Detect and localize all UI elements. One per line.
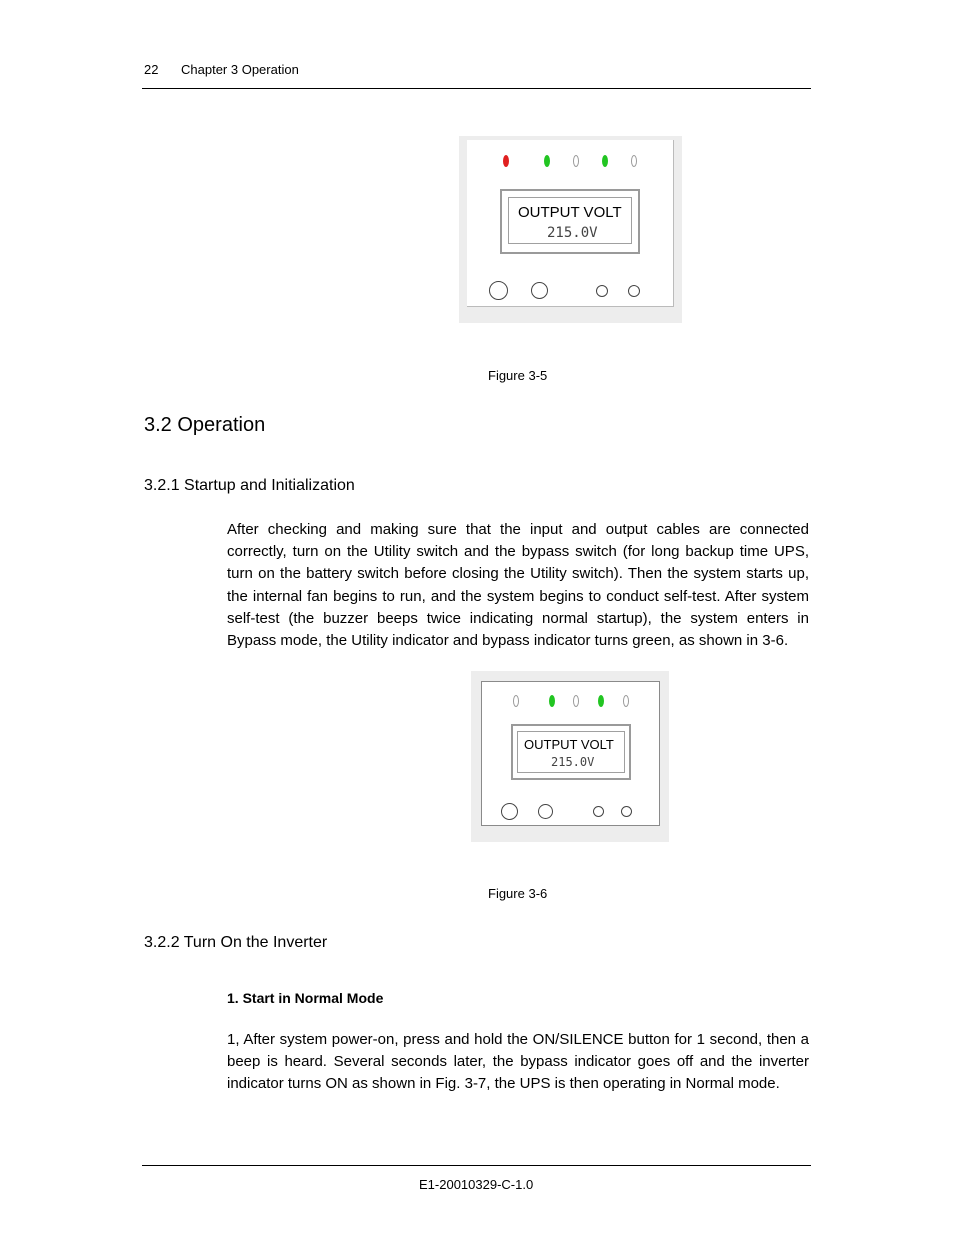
battery-indicator-led [573,155,579,167]
lcd-label: OUTPUT VOLT [524,737,614,752]
figure-3-6-caption: Figure 3-6 [488,886,548,901]
running-header-chapter: Chapter 3 Operation [181,62,299,77]
footer-rule [142,1165,811,1166]
section-3-2-title: 3.2 Operation [144,414,266,436]
battery-indicator-led [573,695,579,707]
scroll-up-button [593,806,604,817]
off-button [531,282,548,299]
scroll-up-button [596,285,608,297]
bypass-indicator-led [602,155,608,167]
lcd-value: 215.0V [551,755,595,769]
lcd-label: OUTPUT VOLT [518,204,622,221]
on-silence-button [501,803,518,820]
inverter-indicator-led [631,155,637,167]
inverter-indicator-led [623,695,629,707]
scroll-down-button [628,285,640,297]
utility-indicator-led [549,695,555,707]
footer-document-id: E1-20010329-C-1.0 [419,1177,534,1192]
page-number: 22 [144,62,159,77]
section-3-2-2-paragraph: 1, After system power-on, press and hold the ON/SILENCE button for 1 second, then a beep is heard. Several seconds later, the bypass indicator goes off and the inverter indicator turns ON as shown in Fig. 3-7, the UPS is then operating in Normal mode. [227,1031,809,1093]
figure-3-5-caption: Figure 3-5 [488,368,548,383]
utility-indicator-led [544,155,550,167]
section-3-2-2-title: 3.2.2 Turn On the Inverter [144,934,328,951]
figure-3-6-ups-panel [471,671,669,842]
fault-indicator-led [513,695,519,707]
bypass-indicator-led [598,695,604,707]
figure-3-5-ups-panel [459,136,682,323]
normal-mode-subheading: 1. Start in Normal Mode [227,990,384,1006]
section-3-2-1-paragraph: After checking and making sure that the input and output cables are connected correctly, turn on the Utility switch and the bypass switch (for long backup time UPS, turn on the battery switch before closing the Utility switch). Then the system starts up, the internal fan begins to run, and the system begins to conduct self-test. After system self-test (the buzzer beeps twice indicating normal startup), the system enters in Bypass mode, the Utility indicator and bypass indicator turns green, as shown in 3-6. [227,521,809,650]
section-3-2-1-title: 3.2.1 Startup and Initialization [144,477,355,494]
fault-indicator-led [503,155,509,167]
on-silence-button [489,281,508,300]
scroll-down-button [621,806,632,817]
header-rule [142,88,811,89]
off-button [538,804,553,819]
lcd-value: 215.0V [547,225,598,241]
